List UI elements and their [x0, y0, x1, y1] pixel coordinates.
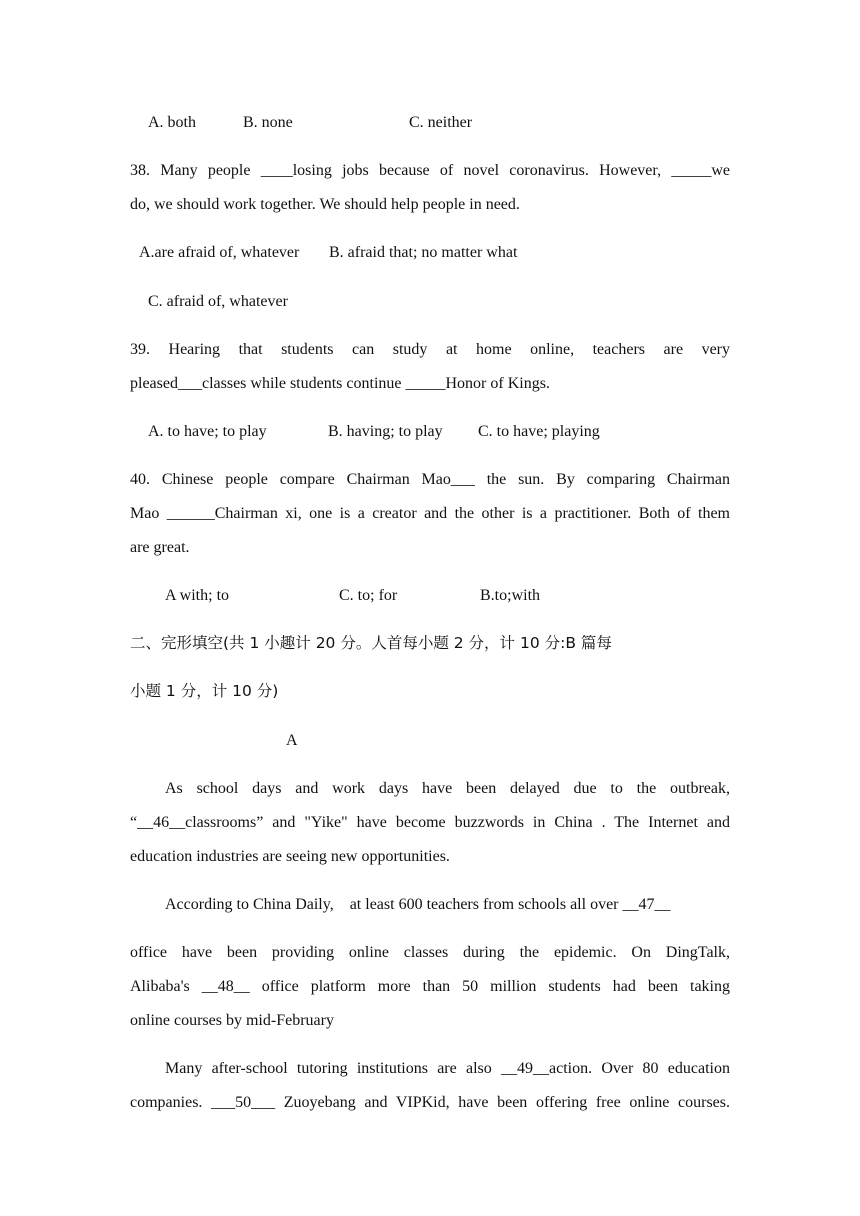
- q40-option-b: B.to;with: [480, 587, 541, 604]
- q38-option-a: A.are afraid of, whatever: [139, 244, 300, 261]
- q37-option-a: A. both: [148, 114, 196, 131]
- passage-p3-line2: companies. ___50___ Zuoyebang and VIPKid, have been offering free online courses.: [130, 1094, 730, 1111]
- q38-option-c: C. afraid of, whatever: [148, 293, 288, 310]
- q39-option-b: B. having; to play: [328, 423, 443, 440]
- q38-stem-line1: 38. Many people ____losing jobs because of novel coronavirus. However, _____we: [130, 162, 730, 179]
- passage-p2-line2: office have been providing online classes during the epidemic. On DingTalk,: [130, 944, 730, 961]
- section-heading-line1: 二、完形填空(共 1 小趣计 20 分。人首每小题 2 分，计 10 分:B 篇每: [130, 634, 612, 652]
- q40-stem-line3: are great.: [130, 539, 190, 556]
- q39-stem-line2: pleased___classes while students continue _____Honor of Kings.: [130, 375, 550, 392]
- q39-stem-line1: 39. Hearing that students can study at home online, teachers are very: [130, 341, 730, 358]
- passage-p1-line2: “__46__classrooms” and "Yike" have become buzzwords in China . The Internet and: [130, 814, 730, 831]
- q38-stem-line2: do, we should work together. We should help people in need.: [130, 196, 520, 213]
- q39-option-c: C. to have; playing: [478, 423, 600, 440]
- q38-option-b: B. afraid that; no matter what: [329, 244, 518, 261]
- passage-p1-line1: As school days and work days have been delayed due to the outbreak,: [165, 780, 730, 797]
- passage-p1-line3: education industries are seeing new opportunities.: [130, 848, 450, 865]
- passage-p3-line1: Many after-school tutoring institutions are also __49__action. Over 80 education: [165, 1060, 730, 1077]
- passage-p2-line1: According to China Daily, at least 600 teachers from schools all over __47__: [165, 896, 671, 913]
- passage-p2-line3: Alibaba's __48__ office platform more than 50 million students had been taking: [130, 978, 730, 995]
- q37-option-b: B. none: [243, 114, 293, 131]
- passage-label: A: [286, 732, 298, 749]
- q40-stem-line1: 40. Chinese people compare Chairman Mao___ the sun. By comparing Chairman: [130, 471, 730, 488]
- q40-option-c: C. to; for: [339, 587, 398, 604]
- q37-option-c: C. neither: [409, 114, 473, 131]
- q40-option-a: A with; to: [165, 587, 230, 604]
- q39-option-a: A. to have; to play: [148, 423, 267, 440]
- passage-p2-line4: online courses by mid-February: [130, 1012, 334, 1029]
- q40-stem-line2: Mao ______Chairman xi, one is a creator and the other is a practitioner. Both of them: [130, 505, 730, 522]
- section-heading-line2: 小题 1 分，计 10 分): [130, 682, 279, 700]
